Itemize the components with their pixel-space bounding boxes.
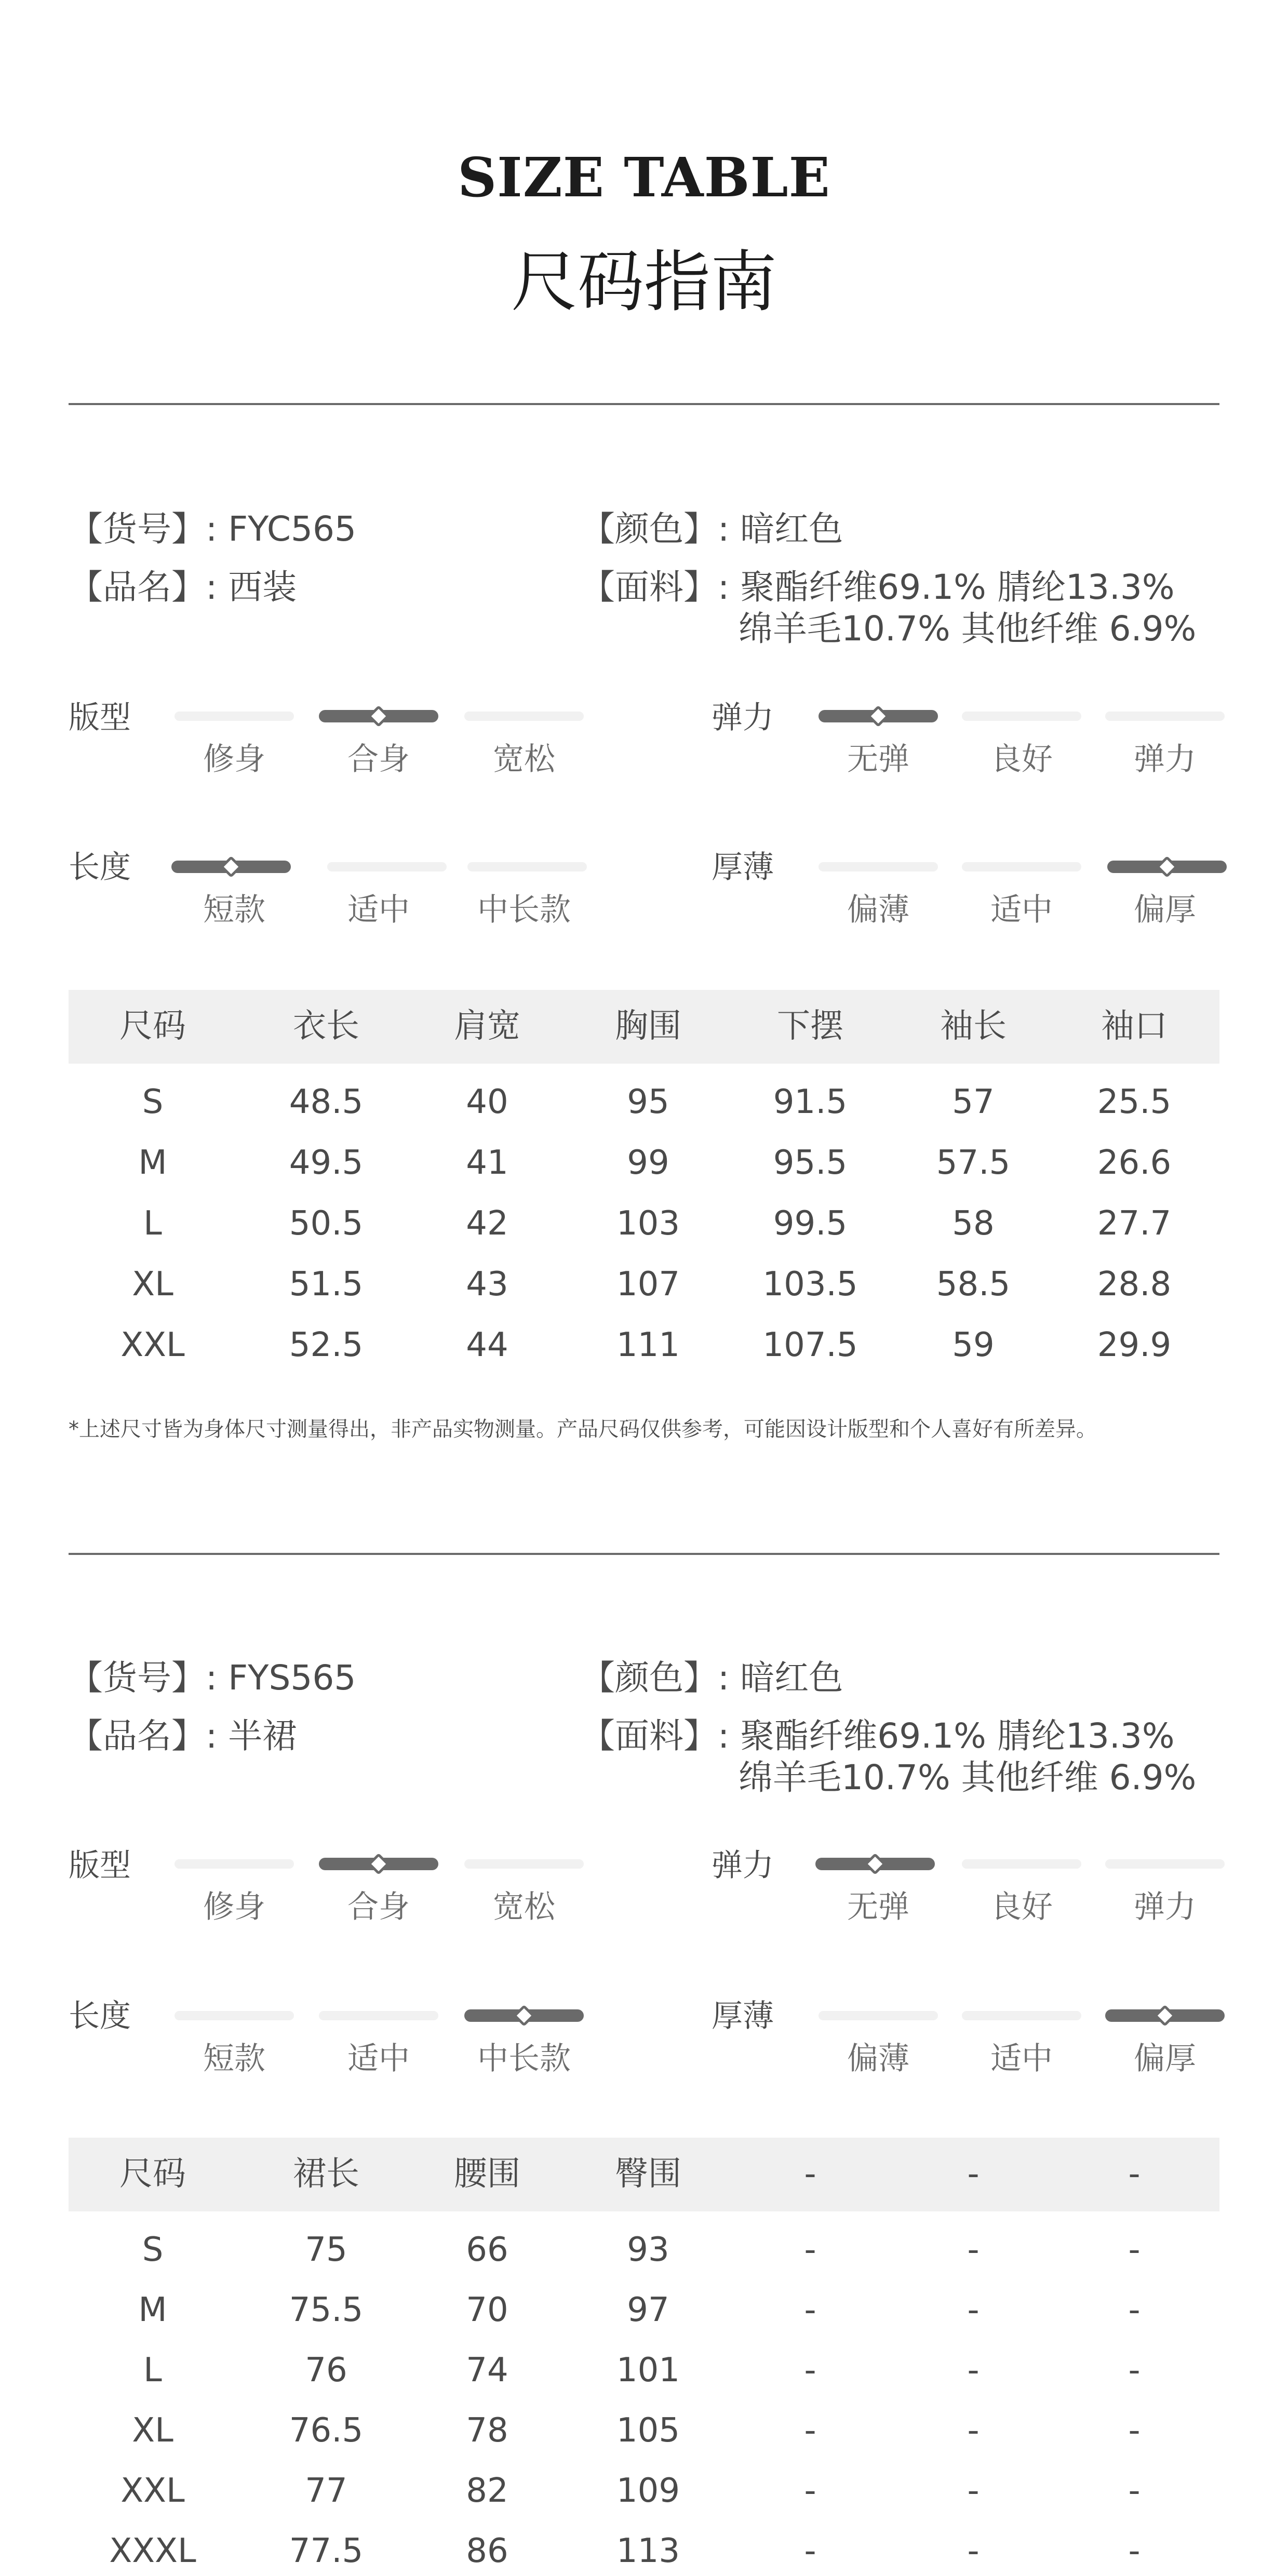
scale-segment xyxy=(819,862,938,871)
scale-option: 偏薄 xyxy=(847,892,909,928)
table-header-cell: - xyxy=(967,2155,980,2193)
attribute-label: 厚薄 xyxy=(712,1998,774,2034)
table-cell: 59 xyxy=(952,1326,995,1364)
scale-segment xyxy=(175,2011,294,2020)
scale-option: 合身 xyxy=(347,1889,410,1925)
product-color: 【颜色】: 暗红色 xyxy=(581,509,843,549)
item-number: 【货号】: FYS565 xyxy=(69,1658,356,1698)
scale-option: 偏薄 xyxy=(847,2041,909,2077)
attribute-label: 弹力 xyxy=(712,700,774,736)
size-label-cell: XXXL xyxy=(109,2532,196,2570)
scale-segment xyxy=(962,2011,1081,2020)
table-cell: 109 xyxy=(616,2472,680,2510)
table-cell: 97 xyxy=(627,2291,669,2329)
item-number: 【货号】: FYC565 xyxy=(69,509,356,549)
table-header-cell: 下摆 xyxy=(777,1007,843,1045)
scale-segment xyxy=(1105,1859,1225,1869)
table-cell: 82 xyxy=(466,2472,508,2510)
table-cell: 75.5 xyxy=(289,2291,364,2329)
scale-segment xyxy=(819,2011,938,2020)
table-cell: 86 xyxy=(466,2532,508,2570)
table-header-cell: 袖长 xyxy=(940,1007,1007,1045)
table-header-cell: 臀围 xyxy=(615,2155,681,2193)
title-english: SIZE TABLE xyxy=(458,145,830,209)
table-cell: - xyxy=(804,2411,816,2450)
scale-segment xyxy=(319,2011,438,2020)
table-cell: 48.5 xyxy=(289,1083,364,1121)
table-cell: 50.5 xyxy=(289,1204,364,1243)
table-cell: - xyxy=(1128,2411,1141,2450)
scale-option: 弹力 xyxy=(1134,1889,1196,1925)
table-cell: 58 xyxy=(952,1204,995,1243)
size-label-cell: M xyxy=(138,2291,167,2329)
table-cell: 52.5 xyxy=(289,1326,364,1364)
scale-segment-selected xyxy=(1107,861,1227,873)
scale-option: 合身 xyxy=(347,741,410,777)
scale-segment-selected xyxy=(319,710,438,722)
scale-option: 良好 xyxy=(990,741,1053,777)
table-cell: 103 xyxy=(616,1204,680,1243)
table-header-cell: 裙长 xyxy=(293,2155,359,2193)
table-cell: 57 xyxy=(952,1083,995,1121)
table-cell: 93 xyxy=(627,2231,669,2269)
table-header-cell: 胸围 xyxy=(615,1007,681,1045)
table-cell: 75 xyxy=(305,2231,347,2269)
table-cell: 76 xyxy=(305,2351,347,2390)
table-cell: 44 xyxy=(466,1326,508,1364)
scale-option: 良好 xyxy=(990,1889,1053,1925)
scale-option: 短款 xyxy=(203,892,265,928)
table-cell: 57.5 xyxy=(936,1144,1011,1182)
attribute-label: 长度 xyxy=(69,849,131,886)
table-header-cell: 袖口 xyxy=(1101,1007,1168,1045)
size-label-cell: XL xyxy=(132,2411,173,2450)
table-header-cell: 尺码 xyxy=(119,2155,186,2193)
scale-segment xyxy=(175,1859,294,1869)
table-header-cell: 衣长 xyxy=(293,1007,359,1045)
scale-option: 偏厚 xyxy=(1134,892,1196,928)
table-cell: - xyxy=(967,2411,980,2450)
size-label-cell: L xyxy=(143,1204,162,1243)
scale-segment-selected xyxy=(1105,2009,1225,2022)
fabric-line-1: 【面料】: 聚酯纤维69.1% 腈纶13.3% xyxy=(581,567,1175,607)
scale-segment-selected xyxy=(171,861,291,873)
title-chinese: 尺码指南 xyxy=(511,244,777,321)
table-cell: - xyxy=(967,2472,980,2510)
scale-segment xyxy=(962,1859,1081,1869)
table-cell: - xyxy=(804,2351,816,2390)
scale-segment xyxy=(464,712,584,721)
table-cell: - xyxy=(804,2231,816,2269)
scale-option: 偏厚 xyxy=(1134,2041,1196,2077)
scale-option: 宽松 xyxy=(493,741,555,777)
scale-option: 适中 xyxy=(990,2041,1053,2077)
table-cell: 49.5 xyxy=(289,1144,364,1182)
table-cell: - xyxy=(804,2472,816,2510)
scale-segment xyxy=(962,712,1081,721)
size-label-cell: XXL xyxy=(120,2472,185,2510)
table-header-cell: - xyxy=(1128,2155,1141,2193)
table-cell: 103.5 xyxy=(762,1265,858,1304)
table-cell: - xyxy=(967,2532,980,2570)
table-cell: 40 xyxy=(466,1083,508,1121)
table-cell: 66 xyxy=(466,2231,508,2269)
scale-segment-selected xyxy=(464,2009,584,2022)
scale-option: 修身 xyxy=(203,741,265,777)
table-cell: 76.5 xyxy=(289,2411,364,2450)
table-cell: - xyxy=(804,2532,816,2570)
table-cell: - xyxy=(1128,2291,1141,2329)
table-cell: 107.5 xyxy=(762,1326,858,1364)
table-cell: 107 xyxy=(616,1265,680,1304)
scale-option: 适中 xyxy=(347,892,410,928)
fabric-line-1: 【面料】: 聚酯纤维69.1% 腈纶13.3% xyxy=(581,1716,1175,1756)
product-color: 【颜色】: 暗红色 xyxy=(581,1658,843,1698)
size-label-cell: S xyxy=(142,1083,164,1121)
table-cell: 29.9 xyxy=(1097,1326,1172,1364)
scale-option: 适中 xyxy=(347,2041,410,2077)
table-cell: 95 xyxy=(627,1083,669,1121)
scale-segment-selected xyxy=(819,710,938,722)
scale-segment-selected xyxy=(815,1858,935,1870)
table-cell: - xyxy=(1128,2231,1141,2269)
scale-option: 无弹 xyxy=(847,1889,909,1925)
divider xyxy=(69,403,1219,405)
table-cell: 25.5 xyxy=(1097,1083,1172,1121)
table-cell: - xyxy=(1128,2532,1141,2570)
size-label-cell: S xyxy=(142,2231,164,2269)
table-header-cell: 肩宽 xyxy=(454,1007,520,1045)
scale-option: 中长款 xyxy=(477,892,571,928)
table-cell: 58.5 xyxy=(936,1265,1011,1304)
disclaimer-note: *上述尺寸皆为身体尺寸测量得出，非产品实物测量。产品尺码仅供参考，可能因设计版型和个人喜好有所差异。 xyxy=(69,1417,1097,1441)
attribute-label: 长度 xyxy=(69,1998,131,2034)
scale-option: 弹力 xyxy=(1134,741,1196,777)
scale-segment-selected xyxy=(319,1858,438,1870)
table-cell: 51.5 xyxy=(289,1265,364,1304)
scale-option: 宽松 xyxy=(493,1889,555,1925)
attribute-label: 弹力 xyxy=(712,1847,774,1884)
table-cell: 77 xyxy=(305,2472,347,2510)
table-cell: 99.5 xyxy=(773,1204,848,1243)
table-cell: 41 xyxy=(466,1144,508,1182)
table-cell: 111 xyxy=(616,1326,680,1364)
table-cell: 74 xyxy=(466,2351,508,2390)
table-header-cell: 腰围 xyxy=(454,2155,520,2193)
scale-segment xyxy=(962,862,1081,871)
fabric-line-2: 绵羊毛10.7% 其他纤维 6.9% xyxy=(739,609,1197,649)
table-cell: 26.6 xyxy=(1097,1144,1172,1182)
table-cell: - xyxy=(1128,2472,1141,2510)
size-label-cell: M xyxy=(138,1144,167,1182)
table-cell: 99 xyxy=(627,1144,669,1182)
scale-option: 无弹 xyxy=(847,741,909,777)
table-cell: 101 xyxy=(616,2351,680,2390)
table-cell: - xyxy=(967,2231,980,2269)
table-cell: - xyxy=(967,2291,980,2329)
size-label-cell: XXL xyxy=(120,1326,185,1364)
product-name: 【品名】: 西装 xyxy=(69,567,297,607)
table-header-cell: 尺码 xyxy=(119,1007,186,1045)
scale-segment xyxy=(175,712,294,721)
table-header-cell: - xyxy=(804,2155,816,2193)
scale-option: 适中 xyxy=(990,892,1053,928)
attribute-label: 版型 xyxy=(69,700,131,736)
scale-option: 短款 xyxy=(203,2041,265,2077)
table-cell: 95.5 xyxy=(773,1144,848,1182)
scale-option: 中长款 xyxy=(477,2041,571,2077)
attribute-label: 版型 xyxy=(69,1847,131,1884)
table-cell: 43 xyxy=(466,1265,508,1304)
size-label-cell: XL xyxy=(132,1265,173,1304)
table-cell: 77.5 xyxy=(289,2532,364,2570)
table-cell: 27.7 xyxy=(1097,1204,1172,1243)
scale-segment xyxy=(467,862,587,871)
attribute-label: 厚薄 xyxy=(712,849,774,886)
table-cell: - xyxy=(1128,2351,1141,2390)
product-name: 【品名】: 半裙 xyxy=(69,1716,297,1756)
table-cell: 78 xyxy=(466,2411,508,2450)
table-cell: 113 xyxy=(616,2532,680,2570)
size-label-cell: L xyxy=(143,2351,162,2390)
table-cell: - xyxy=(967,2351,980,2390)
scale-option: 修身 xyxy=(203,1889,265,1925)
scale-segment xyxy=(1105,712,1225,721)
table-cell: 91.5 xyxy=(773,1083,848,1121)
table-cell: 70 xyxy=(466,2291,508,2329)
fabric-line-2: 绵羊毛10.7% 其他纤维 6.9% xyxy=(739,1757,1197,1797)
scale-segment xyxy=(464,1859,584,1869)
table-cell: - xyxy=(804,2291,816,2329)
table-cell: 28.8 xyxy=(1097,1265,1172,1304)
scale-segment xyxy=(327,862,447,871)
divider xyxy=(69,1553,1219,1555)
table-cell: 105 xyxy=(616,2411,680,2450)
table-cell: 42 xyxy=(466,1204,508,1243)
